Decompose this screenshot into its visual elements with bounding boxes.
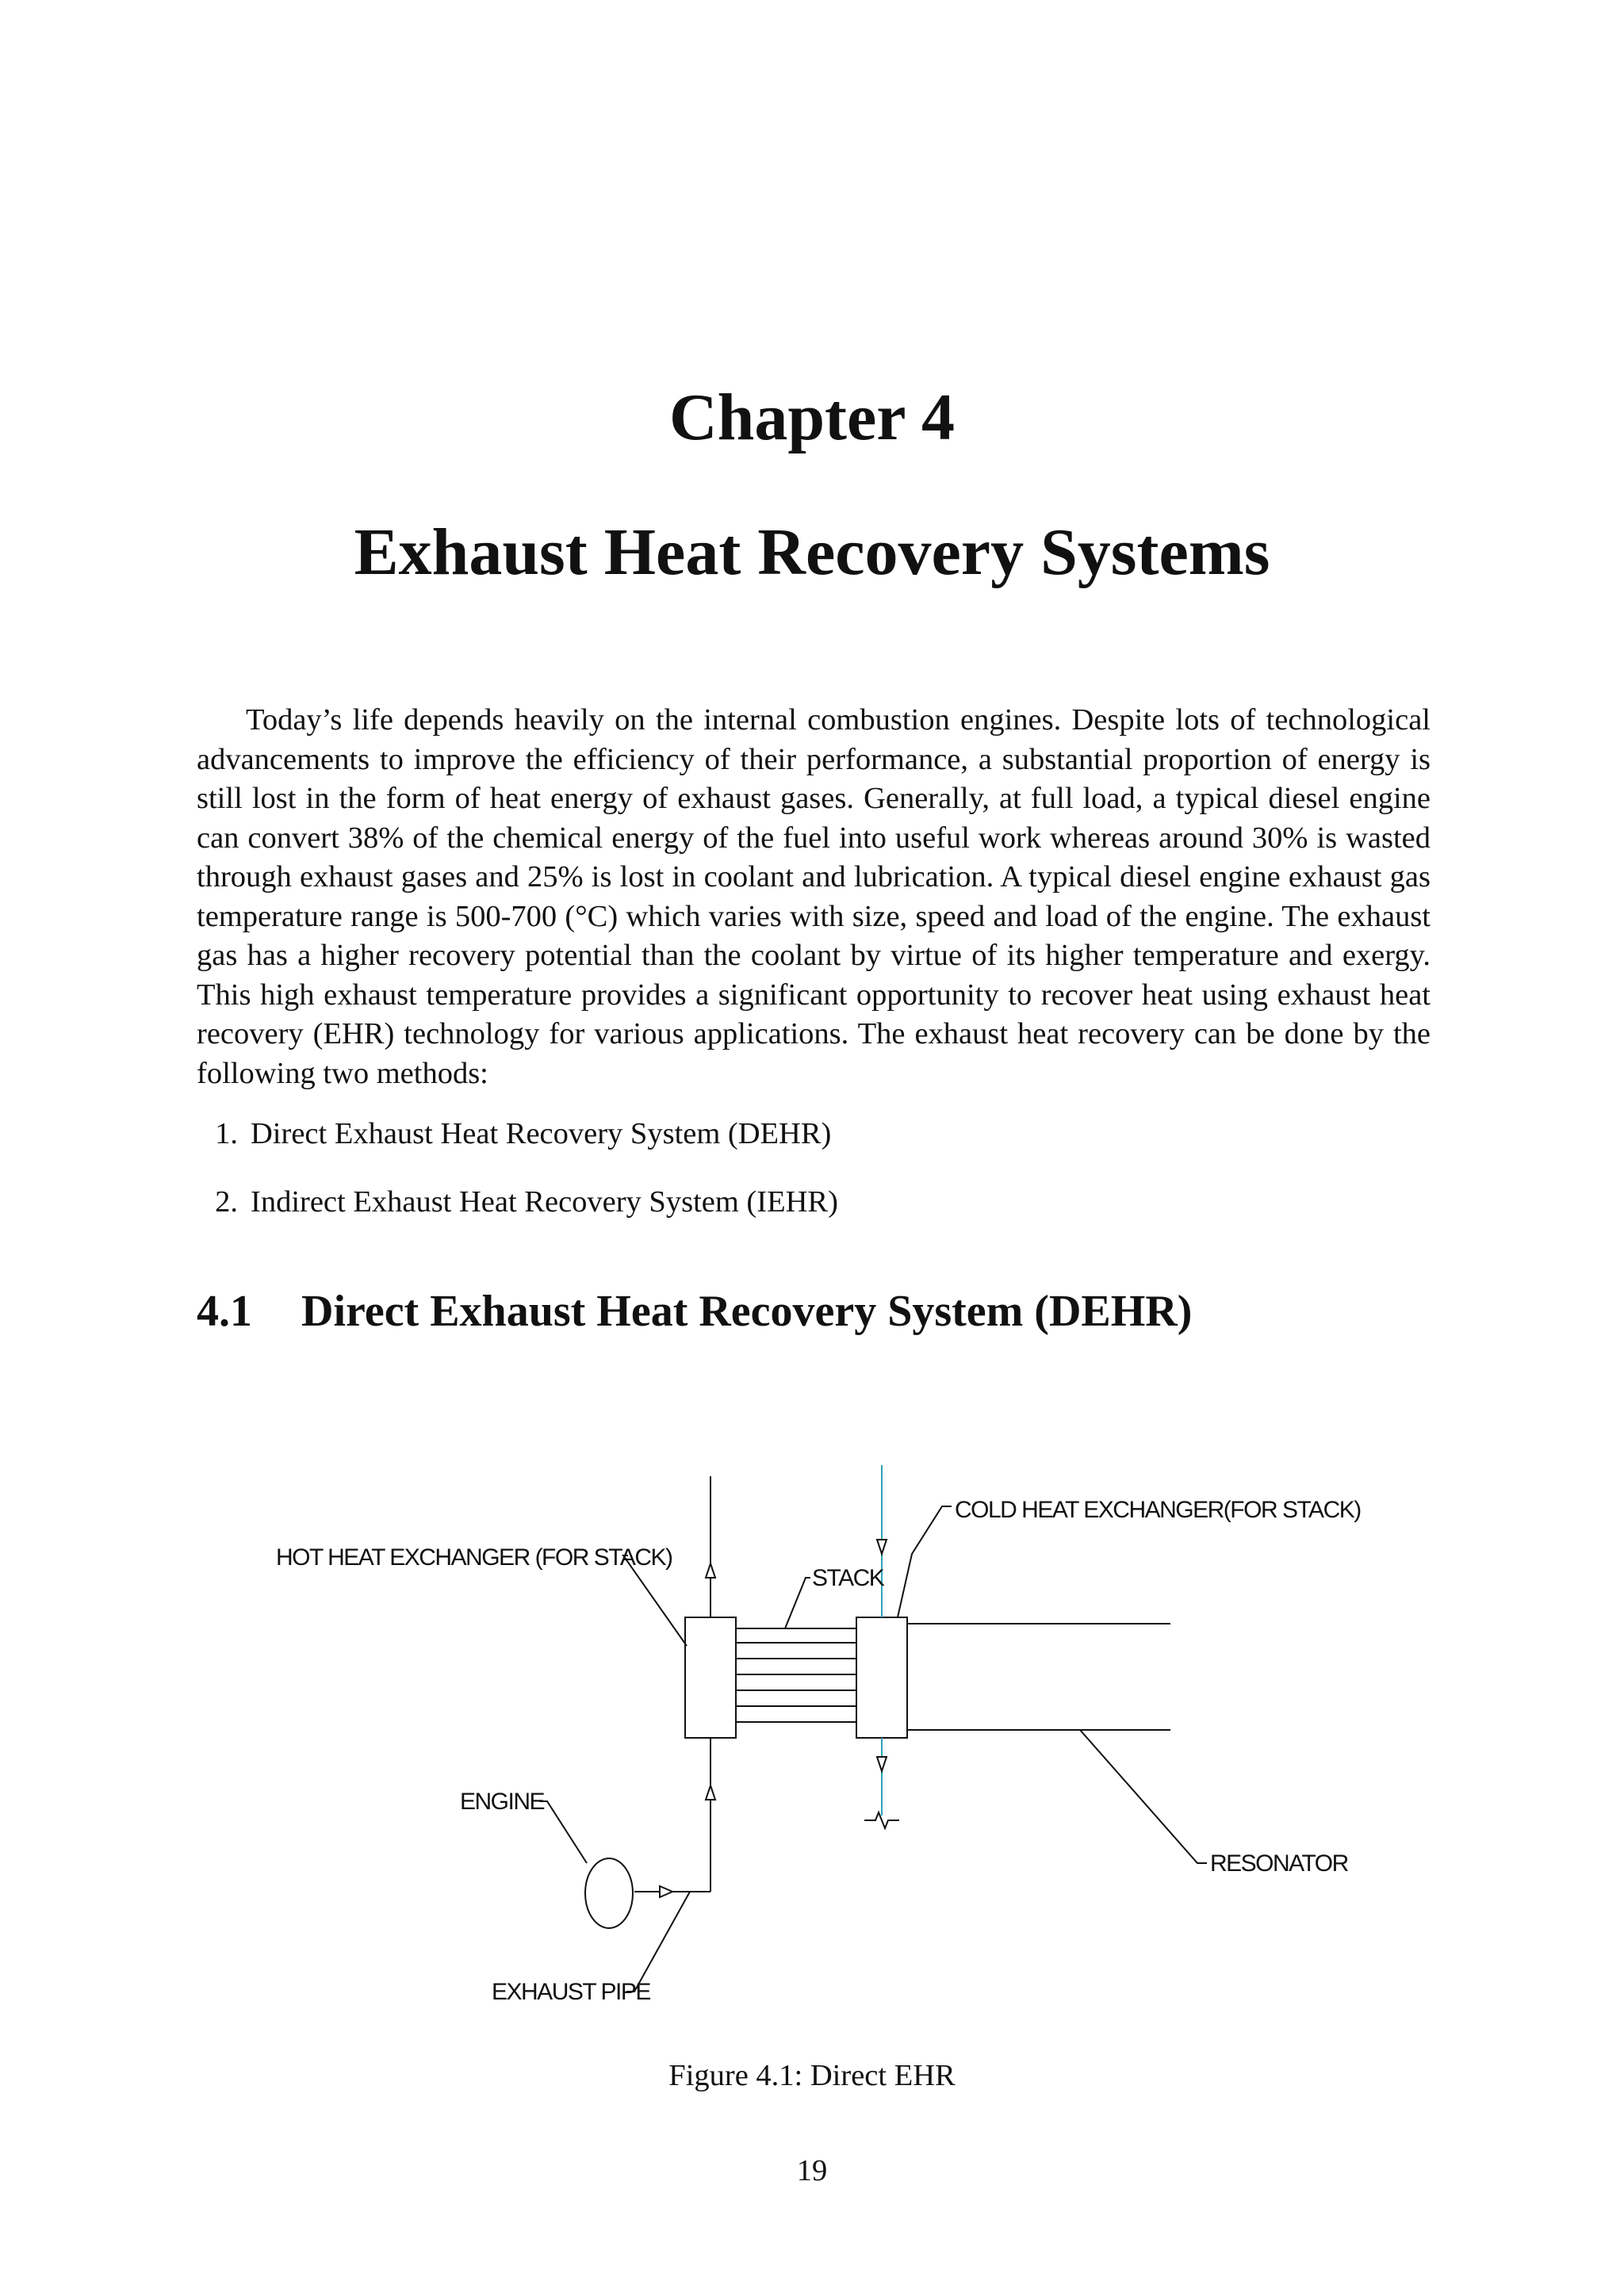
label-cold-heat-exchanger: COLD HEAT EXCHANGER(FOR STACK) [955,1497,1361,1523]
chapter-title: Exhaust Heat Recovery Systems [354,515,1270,589]
label-resonator: RESONATOR [1210,1850,1348,1877]
figure-caption: Figure 4.1: Direct EHR [668,2059,956,2092]
hot-heat-exchanger [685,1617,736,1738]
list-item-number: 2. [215,1185,238,1219]
section-number: 4.1 [197,1287,252,1336]
leader-line [785,1578,810,1628]
leader-line [626,1892,690,1992]
flow-arrow-icon [706,1785,715,1800]
flow-arrow-icon [706,1563,715,1578]
cold-heat-exchanger [856,1617,907,1738]
intro-paragraph: Today’s life depends heavily on the internal combustion engines. Despite lots of technological advancements to improve the efficiency of their performance, a substantial proportion of energy is still lost in the form of heat energy of exhaust gases. Generally, at full load, a typical diesel engine can convert 38% of the chemical energy of the fuel into useful work whereas around 30% is wasted through exhaust gases and 25% is lost in coolant and lubrication. A typical diesel engine exhaust gas temperature range is 500-700 (°C) which varies with size, speed and load of the engine. The exhaust gas has a higher recovery potential than the coolant by virtue of its higher temperature and exergy. This high exhaust temperature provides a significant opportunity to recover heat using exhaust heat recovery (EHR) technology for various applications. The exhaust heat recovery can be done by the following two methods: [197,703,1431,1090]
label-stack: STACK [812,1565,884,1591]
list-item-text: Indirect Exhaust Heat Recovery System (IEHR) [251,1185,838,1219]
leader-line [898,1506,952,1617]
list-item-number: 1. [215,1117,238,1150]
flow-arrow-icon [660,1886,672,1897]
leader-line [1080,1730,1207,1863]
page-number: 19 [796,2154,828,2187]
label-exhaust-pipe: EXHAUST PIPE [492,1979,650,2005]
list-item-text: Direct Exhaust Heat Recovery System (DEHR) [251,1117,832,1150]
section-title: Direct Exhaust Heat Recovery System (DEHR) [301,1287,1193,1336]
stack-tubes [736,1628,856,1722]
engine-symbol [585,1858,633,1928]
chapter-number: Chapter 4 [668,381,956,454]
label-hot-heat-exchanger: HOT HEAT EXCHANGER (FOR STACK) [276,1544,672,1571]
flow-arrow-icon [877,1540,887,1554]
flow-arrow-icon [877,1757,887,1771]
leader-line [539,1801,587,1863]
label-engine: ENGINE [460,1789,545,1815]
